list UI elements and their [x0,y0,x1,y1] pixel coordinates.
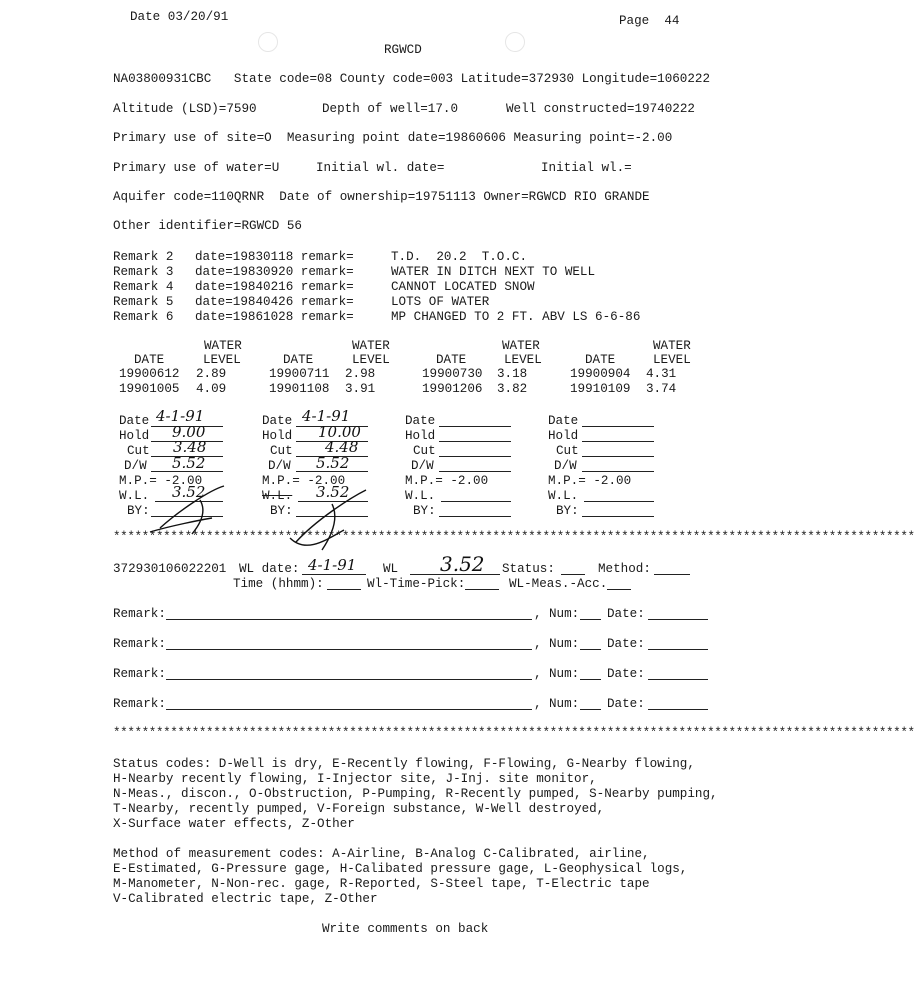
form-field-line [582,471,654,472]
site-line-5: Aquifer code=110QRNR Date of ownership=19751113 Owner=RGWCD RIO GRANDE [113,190,650,204]
col-header-water: WATER [502,339,540,353]
remark-line-label: Remark: [113,607,166,621]
status-codes-line: H-Nearby recently flowing, I-Injector site, J-Inj. site monitor, [113,772,597,786]
table-cell: 2.89 [196,367,227,381]
form-field-line [584,501,654,502]
form-field-line [582,516,654,517]
col-header-water: WATER [352,339,390,353]
entry-pick-label: Wl-Time-Pick: [367,577,466,591]
agency-title: RGWCD [384,43,422,57]
remark-date: date=19840426 remark= [195,295,354,309]
entry-field-line[interactable] [465,589,499,590]
form-label-hold: Hold [405,429,436,443]
form-label-wl: W.L. [119,489,150,503]
table-cell: 19900904 [570,367,631,381]
remark-text-field[interactable] [166,649,532,650]
entry-field-line[interactable] [561,574,585,575]
remark-text-field[interactable] [166,709,532,710]
form-label-wl: W.L. [262,489,293,503]
col-header-date: DATE [585,353,616,367]
entry-status-label: Status: [502,562,555,576]
form-label-wl: W.L. [405,489,436,503]
form-label-cut: Cut [127,444,150,458]
table-cell: 3.18 [497,367,528,381]
remark-date-field[interactable] [648,619,708,620]
col-header-date: DATE [134,353,165,367]
status-codes-line: X-Surface water effects, Z-Other [113,817,355,831]
remark-text: LOTS OF WATER [391,295,490,309]
table-cell: 4.09 [196,382,227,396]
form-label-dw: D/W [124,459,147,473]
remark-text: T.D. 20.2 T.O.C. [391,250,528,264]
table-cell: 19900730 [422,367,483,381]
table-cell: 19900711 [269,367,330,381]
form-label-cut: Cut [270,444,293,458]
form-field-line [439,516,511,517]
remark-text: WATER IN DITCH NEXT TO WELL [391,265,596,279]
form-label-by: BY: [413,504,436,518]
form-field-line [439,426,511,427]
form-date-value[interactable]: 4-1-91 [156,407,205,425]
form-wl-value[interactable]: 3.52 [316,483,350,501]
form-cut-value[interactable]: 3.48 [173,438,207,456]
form-field-line [441,501,511,502]
form-label-mp: M.P.= -2.00 [405,474,489,488]
form-hold-value[interactable]: 9.00 [172,423,206,441]
remark-label: Remark 3 [113,265,174,279]
form-label-by: BY: [127,504,150,518]
entry-wl-label: WL [383,562,399,576]
remark-num-label: Num: [549,637,580,651]
site-line-6: Other identifier=RGWCD 56 [113,219,302,233]
site-line-3: Primary use of site=O Measuring point date=19860606 Measuring point=-2.00 [113,131,673,145]
form-label-dw: D/W [268,459,291,473]
table-cell: 19901005 [119,382,180,396]
col-header-level: LEVEL [203,353,241,367]
remark-date-label: Date: [607,697,645,711]
form-label-cut: Cut [413,444,436,458]
method-codes-line: Method of measurement codes: A-Airline, B-Analog C-Calibrated, airline, [113,847,650,861]
table-cell: 3.74 [646,382,677,396]
table-cell: 19901206 [422,382,483,396]
entry-field-line[interactable] [327,589,361,590]
entry-wl-date-label: WL date: [239,562,300,576]
form-date-value[interactable]: 4-1-91 [302,407,351,425]
form-label-dw: D/W [411,459,434,473]
table-cell: 19910109 [570,382,631,396]
remark-date-label: Date: [607,607,645,621]
remark-date-label: Date: [607,667,645,681]
entry-wl-date-value[interactable]: 4-1-91 [308,556,357,574]
form-field-line [582,426,654,427]
footer-note: Write comments on back [322,922,489,936]
form-label-mp: M.P.= -2.00 [119,474,203,488]
remark-line-label: Remark: [113,667,166,681]
status-codes-line: N-Meas., discon., O-Obstruction, P-Pumping, R-Recently pumped, S-Nearby pumping, [113,787,718,801]
entry-method-label: Method: [598,562,651,576]
remark-date: date=19830118 remark= [195,250,354,264]
initial-wl-date: Initial wl. date= [316,161,445,175]
altitude: Altitude (LSD)=7590 [113,102,257,116]
remark-label: Remark 6 [113,310,174,324]
punch-hole [258,32,278,52]
entry-wl-value[interactable]: 3.52 [440,552,485,576]
star-separator: **************************************************************************************************************** [113,726,915,740]
entry-acc-label: WL-Meas.-Acc. [509,577,608,591]
table-cell: 4.31 [646,367,677,381]
table-cell: 19900612 [119,367,180,381]
remark-num-label: Num: [549,697,580,711]
page-number: Page 44 [619,14,680,28]
form-hold-value[interactable]: 10.00 [318,423,361,441]
remark-label: Remark 5 [113,295,174,309]
method-codes-line: E-Estimated, G-Pressure gage, H-Calibated pressure gage, L-Geophysical logs, [113,862,688,876]
remark-comma: , [534,607,542,621]
remark-comma: , [534,697,542,711]
form-label-wl: W.L. [548,489,579,503]
col-header-water: WATER [653,339,691,353]
remark-num-field[interactable] [580,679,601,680]
form-wl-value[interactable]: 3.52 [172,483,206,501]
form-label-date: Date [262,414,293,428]
remark-date: date=19830920 remark= [195,265,354,279]
entry-field-line [302,574,366,575]
col-header-level: LEVEL [653,353,691,367]
form-label-hold: Hold [548,429,579,443]
form-field-line [439,441,511,442]
col-header-level: LEVEL [352,353,390,367]
remark-date-label: Date: [607,637,645,651]
col-header-date: DATE [283,353,314,367]
form-label-mp: M.P.= -2.00 [548,474,632,488]
form-cut-value[interactable]: 4.48 [325,438,359,456]
form-label-dw: D/W [554,459,577,473]
col-header-water: WATER [204,339,242,353]
table-cell: 19901108 [269,382,330,396]
primary-use-water: Primary use of water=U [113,161,280,175]
remark-date-field[interactable] [648,709,708,710]
form-label-by: BY: [556,504,579,518]
form-label-hold: Hold [262,429,293,443]
punch-hole [505,32,525,52]
status-codes-line: T-Nearby, recently pumped, V-Foreign substance, W-Well destroyed, [113,802,605,816]
signature-scribble [286,480,376,560]
remark-num-label: Num: [549,607,580,621]
star-separator: **************************************************************************************************************** [113,530,915,544]
remark-num-field[interactable] [580,619,601,620]
col-header-level: LEVEL [504,353,542,367]
remark-date: date=19861028 remark= [195,310,354,324]
remark-date-field[interactable] [648,679,708,680]
remark-num-label: Num: [549,667,580,681]
method-codes-line: M-Manometer, N-Non-rec. gage, R-Reported, S-Steel tape, T-Electric tape [113,877,650,891]
entry-time-label: Time (hhmm): [233,577,324,591]
form-dw-value[interactable]: 5.52 [172,454,206,472]
form-label-mp: M.P.= -2.00 [262,474,346,488]
remark-date-field[interactable] [648,649,708,650]
remark-line-label: Remark: [113,637,166,651]
form-field-line [439,456,511,457]
entry-field-line[interactable] [654,574,690,575]
form-field-line [582,456,654,457]
entry-site-id: 372930106022201 [113,562,227,576]
remark-label: Remark 2 [113,250,174,264]
table-cell: 3.91 [345,382,376,396]
site-line-1: NA03800931CBC State code=08 County code=003 Latitude=372930 Longitude=1060222 [113,72,711,86]
form-field-line [439,471,511,472]
status-codes-line: Status codes: D-Well is dry, E-Recently flowing, F-Flowing, G-Nearby flowing, [113,757,695,771]
remark-line-label: Remark: [113,697,166,711]
remark-label: Remark 4 [113,280,174,294]
form-dw-value[interactable]: 5.52 [316,454,350,472]
table-cell: 2.98 [345,367,376,381]
remark-text: MP CHANGED TO 2 FT. ABV LS 6-6-86 [391,310,641,324]
table-cell: 3.82 [497,382,528,396]
remark-date: date=19840216 remark= [195,280,354,294]
form-label-hold: Hold [119,429,150,443]
form-label-by: BY: [270,504,293,518]
initial-wl: Initial wl.= [541,161,632,175]
remark-num-field[interactable] [580,709,601,710]
remark-num-field[interactable] [580,649,601,650]
form-label-date: Date [548,414,579,428]
remark-text-field[interactable] [166,619,532,620]
form-field-line [582,441,654,442]
entry-field-line[interactable] [607,589,631,590]
remark-text-field[interactable] [166,679,532,680]
form-label-cut: Cut [556,444,579,458]
remark-text: CANNOT LOCATED SNOW [391,280,535,294]
report-date: Date 03/20/91 [130,10,229,24]
col-header-date: DATE [436,353,467,367]
form-label-date: Date [405,414,436,428]
remark-comma: , [534,667,542,681]
depth-of-well: Depth of well=17.0 [322,102,459,116]
remark-comma: , [534,637,542,651]
form-label-date: Date [119,414,150,428]
method-codes-line: V-Calibrated electric tape, Z-Other [113,892,378,906]
well-constructed: Well constructed=19740222 [506,102,695,116]
